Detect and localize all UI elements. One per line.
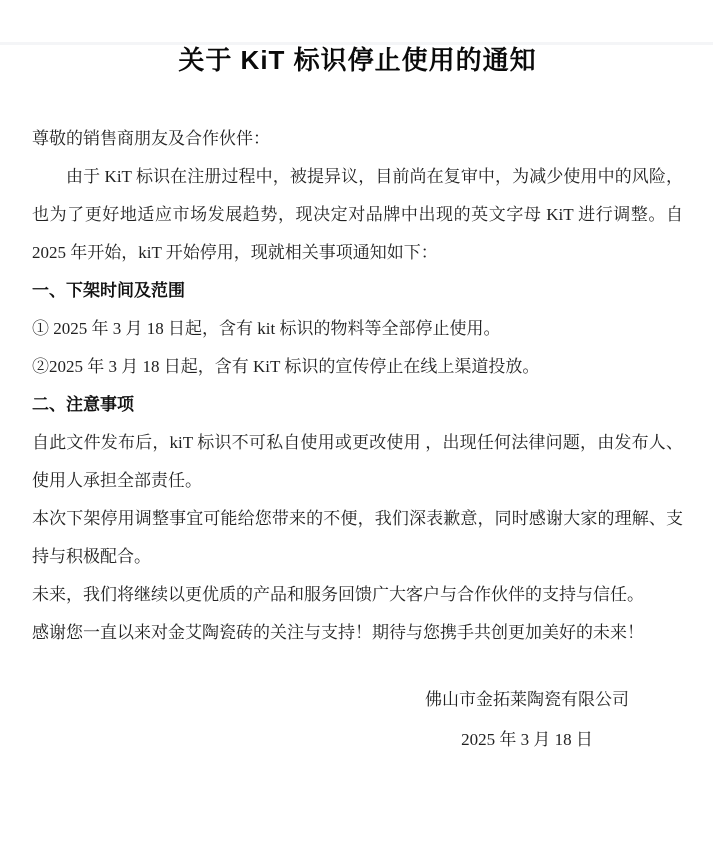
notice-body (32, 120, 683, 760)
section-2-paragraph-1: 自此文件发布后，kiT 标识不可私自使用或更改使用 ，出现任何法律问题，由发布人、使用人承担全部责任。 (32, 433, 683, 490)
section-1-heading: 一、下架时间及范围 (32, 281, 185, 300)
section-2-heading: 二、注意事项 (32, 395, 134, 414)
section-2-paragraph-2: 本次下架停用调整事宜可能给您带来的不便，我们深表歉意，同时感谢大家的理解、支持与积极配合。 (32, 509, 683, 566)
section-2-paragraph-3: 未来，我们将继续以更优质的产品和服务回馈广大客户与合作伙伴的支持与信任。 (32, 585, 644, 604)
signature-company: 佛山市金拓莱陶瓷有限公司 (425, 690, 629, 709)
signature-block (425, 680, 629, 760)
section-1-item-2: ②2025 年 3 月 18 日起，含有 KiT 标识的宣传停止在线上渠道投放。 (32, 357, 540, 376)
intro-paragraph: 由于 KiT 标识在注册过程中，被提异议，目前尚在复审中，为减少使用中的风险，也为了更好地适应市场发展趋势，现决定对品牌中出现的英文字母 KiT 进行调整。自 2025 年开始，kiT 开始停用，现就相关事项通知如下： (32, 167, 683, 262)
page-top-edge (0, 42, 713, 45)
signature-date: 2025 年 3 月 18 日 (461, 730, 593, 749)
section-2-paragraph-4: 感谢您一直以来对金艾陶瓷砖的关注与支持！期待与您携手共创更加美好的未来！ (32, 623, 644, 642)
document-content (0, 42, 713, 760)
salutation: 尊敬的销售商朋友及合作伙伴： (32, 129, 270, 148)
document-page (0, 42, 713, 868)
notice-title: 关于 KiT 标识停止使用的通知 (178, 45, 537, 75)
section-1-item-1: ① 2025 年 3 月 18 日起，含有 kit 标识的物料等全部停止使用。 (32, 319, 501, 338)
